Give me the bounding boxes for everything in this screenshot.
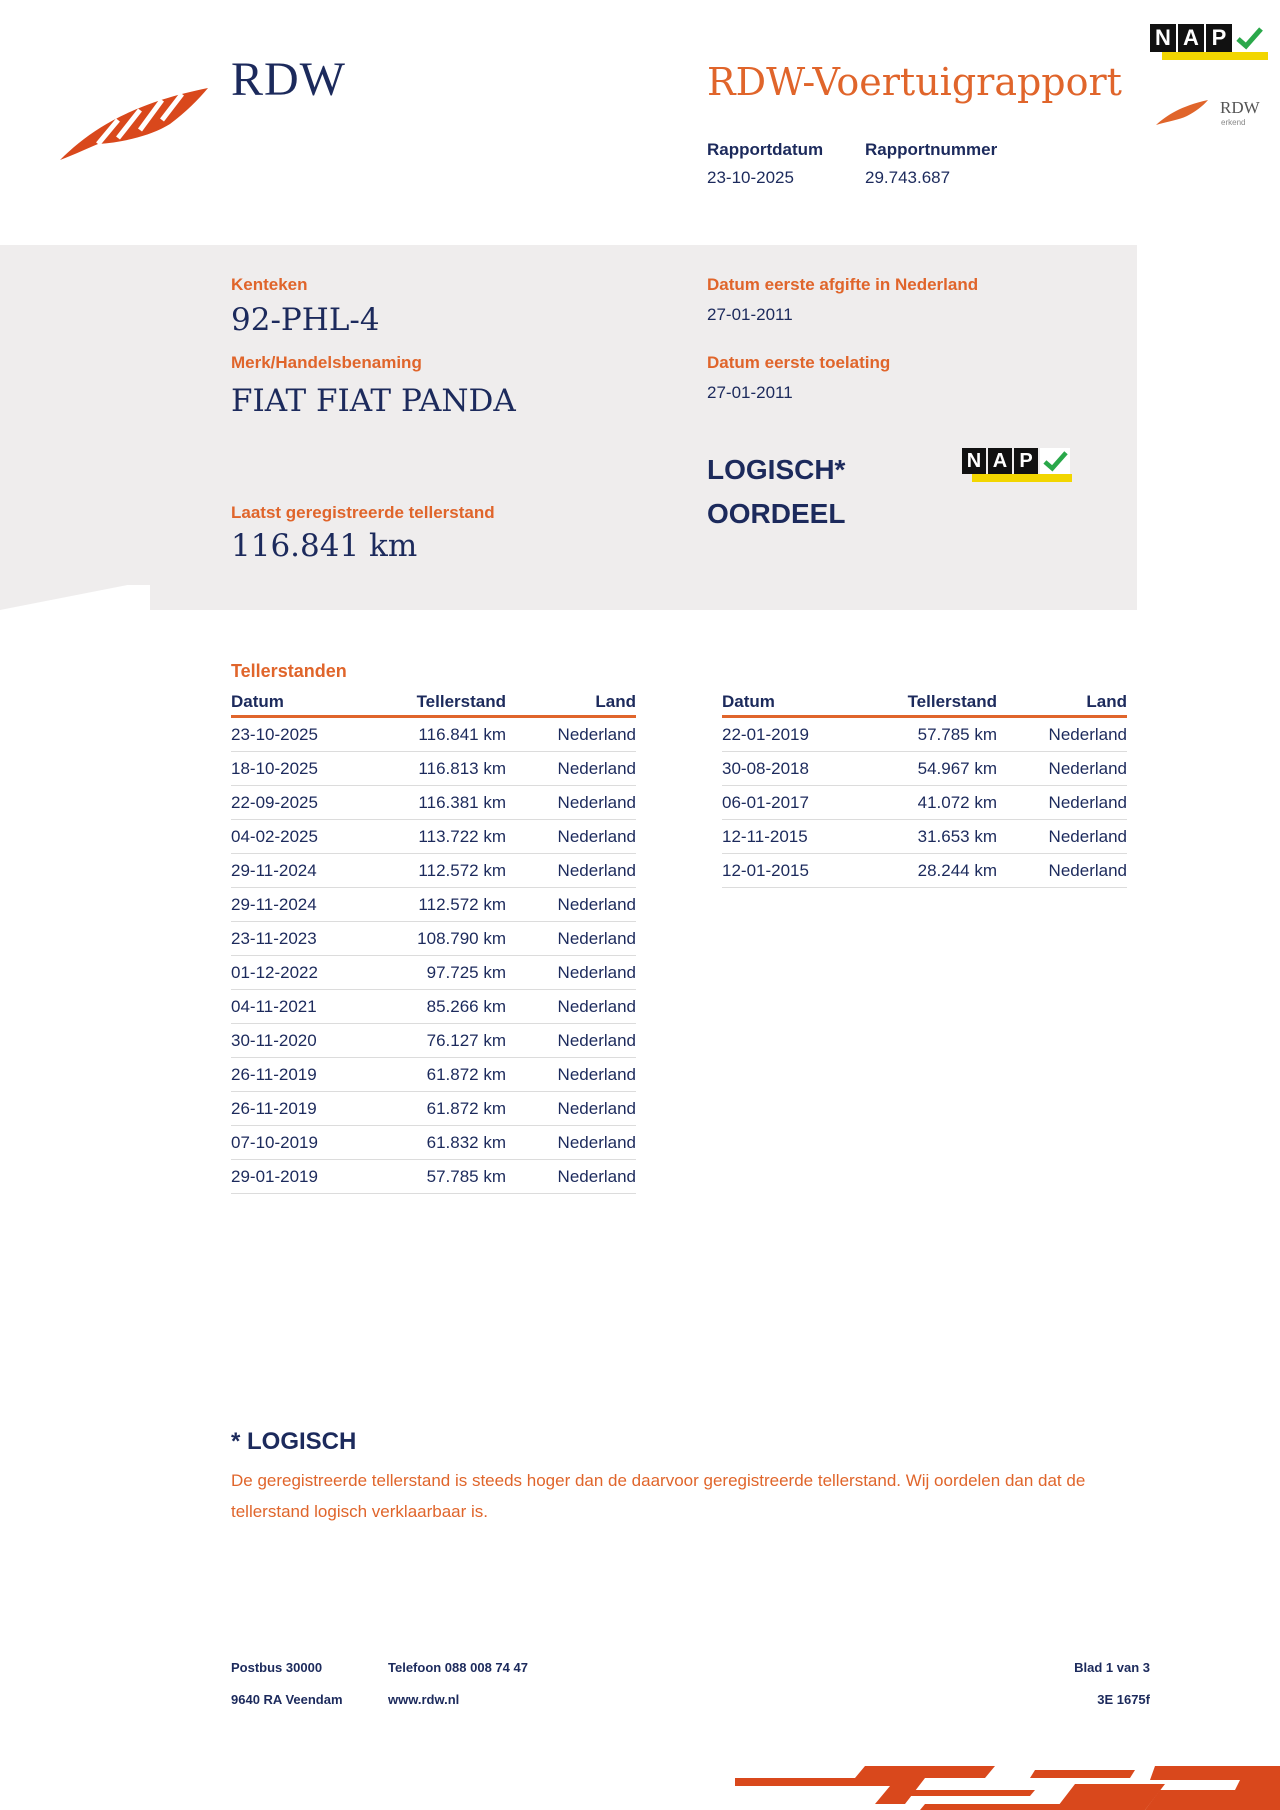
reading-date: 29-11-2024	[231, 888, 361, 922]
reading-country: Nederland	[506, 786, 636, 820]
table-header-row	[231, 689, 636, 717]
reading-odometer: 113.722 km	[361, 820, 506, 854]
reading-date: 22-09-2025	[231, 786, 361, 820]
first-issue-label: Datum eerste afgifte in Nederland	[707, 275, 979, 294]
report-number-label: Rapportnummer	[865, 140, 998, 159]
table-row	[722, 854, 1127, 888]
nap-yellow-bar	[1162, 52, 1268, 60]
reading-odometer: 54.967 km	[852, 752, 997, 786]
reading-odometer: 116.841 km	[361, 717, 506, 752]
reading-odometer: 28.244 km	[852, 854, 997, 888]
make-value: FIAT FIAT PANDA	[231, 383, 516, 419]
table-row	[231, 1024, 636, 1058]
reading-odometer: 61.832 km	[361, 1126, 506, 1160]
nap-letter: A	[988, 448, 1012, 474]
last-odometer-value: 116.841 km	[231, 528, 418, 564]
reading-country: Nederland	[997, 717, 1127, 752]
first-admission-label: Datum eerste toelating	[707, 353, 891, 372]
table-row	[722, 820, 1127, 854]
reading-date: 04-02-2025	[231, 820, 361, 854]
reading-date: 07-10-2019	[231, 1126, 361, 1160]
reading-country: Nederland	[506, 1092, 636, 1126]
reading-country: Nederland	[506, 1024, 636, 1058]
reading-date: 22-01-2019	[722, 717, 852, 752]
table-row	[722, 717, 1127, 752]
reading-date: 29-11-2024	[231, 854, 361, 888]
reading-date: 26-11-2019	[231, 1058, 361, 1092]
reading-country: Nederland	[997, 752, 1127, 786]
footer-phone: Telefoon 088 008 74 47	[388, 1660, 528, 1675]
nap-letter: P	[1014, 448, 1038, 474]
reading-odometer: 76.127 km	[361, 1024, 506, 1058]
col-odometer: Tellerstand	[852, 689, 997, 717]
reading-odometer: 31.653 km	[852, 820, 997, 854]
rdw-erkend-text: RDW	[1220, 98, 1260, 117]
nap-letter: N	[962, 448, 986, 474]
reading-country: Nederland	[997, 854, 1127, 888]
reading-date: 23-10-2025	[231, 717, 361, 752]
reading-odometer: 57.785 km	[361, 1160, 506, 1194]
footer-page: Blad 1 van 3	[1074, 1660, 1150, 1675]
col-country: Land	[506, 689, 636, 717]
check-icon	[1234, 24, 1264, 52]
reading-odometer: 61.872 km	[361, 1058, 506, 1092]
report-number: 29.743.687	[865, 168, 951, 187]
note-title: * LOGISCH	[231, 1428, 357, 1455]
reading-country: Nederland	[506, 1126, 636, 1160]
check-icon	[1040, 448, 1070, 474]
table-row	[231, 956, 636, 990]
nap-yellow-bar	[972, 474, 1072, 482]
report-title: RDW-Voertuigrapport	[707, 60, 1122, 104]
nap-letter: P	[1206, 24, 1232, 52]
nap-letter: N	[1150, 24, 1176, 52]
first-issue-value: 27-01-2011	[707, 305, 793, 324]
col-date: Datum	[231, 689, 361, 717]
table-row	[231, 888, 636, 922]
table-row	[231, 786, 636, 820]
verdict	[707, 448, 845, 536]
reading-odometer: 57.785 km	[852, 717, 997, 752]
readings-title: Tellerstanden	[231, 661, 347, 681]
table-row	[722, 786, 1127, 820]
table-row	[231, 820, 636, 854]
reading-date: 23-11-2023	[231, 922, 361, 956]
reading-country: Nederland	[506, 990, 636, 1024]
col-country: Land	[997, 689, 1127, 717]
nap-logo-panel	[962, 448, 1078, 482]
plate-value: 92-PHL-4	[231, 302, 380, 338]
col-odometer: Tellerstand	[361, 689, 506, 717]
first-admission-value: 27-01-2011	[707, 383, 793, 402]
reading-odometer: 116.813 km	[361, 752, 506, 786]
reading-date: 01-12-2022	[231, 956, 361, 990]
reading-country: Nederland	[506, 717, 636, 752]
report-date: 23-10-2025	[707, 168, 794, 187]
rdw-feather-logo	[58, 82, 210, 162]
reading-date: 30-11-2020	[231, 1024, 361, 1058]
reading-country: Nederland	[506, 1160, 636, 1194]
table-row	[231, 1058, 636, 1092]
table-header-row	[722, 689, 1127, 717]
table-row	[231, 1092, 636, 1126]
make-label: Merk/Handelsbenaming	[231, 353, 422, 372]
nap-logo-top	[1150, 24, 1270, 60]
brand-name: RDW	[231, 53, 346, 106]
reading-country: Nederland	[997, 786, 1127, 820]
reading-odometer: 41.072 km	[852, 786, 997, 820]
footer-decoration	[735, 1760, 1280, 1810]
reading-date: 30-08-2018	[722, 752, 852, 786]
table-row	[231, 990, 636, 1024]
last-odometer-label: Laatst geregistreerde tellerstand	[231, 503, 495, 522]
note-text: De geregistreerde tellerstand is steeds hoger dan de daarvoor geregistreerde tellerstand. Wij oordelen dan dat de tellerstand logisch verklaarbaar is.	[231, 1471, 1086, 1521]
reading-date: 04-11-2021	[231, 990, 361, 1024]
col-date: Datum	[722, 689, 852, 717]
reading-country: Nederland	[506, 922, 636, 956]
reading-country: Nederland	[506, 956, 636, 990]
verdict-line2: OORDEEL	[707, 498, 846, 529]
table-row	[722, 752, 1127, 786]
reading-odometer: 97.725 km	[361, 956, 506, 990]
reading-date: 06-01-2017	[722, 786, 852, 820]
reading-odometer: 85.266 km	[361, 990, 506, 1024]
reading-country: Nederland	[506, 752, 636, 786]
footer-code: 3E 1675f	[1097, 1692, 1150, 1707]
table-row	[231, 752, 636, 786]
readings-table-right	[722, 689, 1127, 888]
readings-table-left	[231, 689, 636, 1194]
reading-country: Nederland	[506, 1058, 636, 1092]
verdict-line1: LOGISCH*	[707, 454, 846, 485]
reading-country: Nederland	[997, 820, 1127, 854]
reading-date: 29-01-2019	[231, 1160, 361, 1194]
footer-address2: 9640 RA Veendam	[231, 1692, 343, 1707]
reading-country: Nederland	[506, 820, 636, 854]
footer-address1: Postbus 30000	[231, 1660, 323, 1675]
rdw-erkend-feather-icon	[1155, 98, 1209, 126]
footer-website[interactable]: www.rdw.nl	[388, 1692, 460, 1707]
reading-date: 12-01-2015	[722, 854, 852, 888]
table-row	[231, 1160, 636, 1194]
reading-date: 12-11-2015	[722, 820, 852, 854]
table-row	[231, 1126, 636, 1160]
report-date-label: Rapportdatum	[707, 140, 824, 159]
reading-odometer: 116.381 km	[361, 786, 506, 820]
rdw-erkend-sub: erkend	[1221, 118, 1246, 127]
reading-odometer: 108.790 km	[361, 922, 506, 956]
reading-country: Nederland	[506, 854, 636, 888]
reading-country: Nederland	[506, 888, 636, 922]
table-row	[231, 854, 636, 888]
nap-letter: A	[1178, 24, 1204, 52]
plate-label: Kenteken	[231, 275, 308, 294]
reading-odometer: 61.872 km	[361, 1092, 506, 1126]
reading-odometer: 112.572 km	[361, 854, 506, 888]
table-row	[231, 717, 636, 752]
vehicle-info-panel	[0, 245, 1137, 610]
table-row	[231, 922, 636, 956]
reading-date: 26-11-2019	[231, 1092, 361, 1126]
reading-odometer: 112.572 km	[361, 888, 506, 922]
reading-date: 18-10-2025	[231, 752, 361, 786]
